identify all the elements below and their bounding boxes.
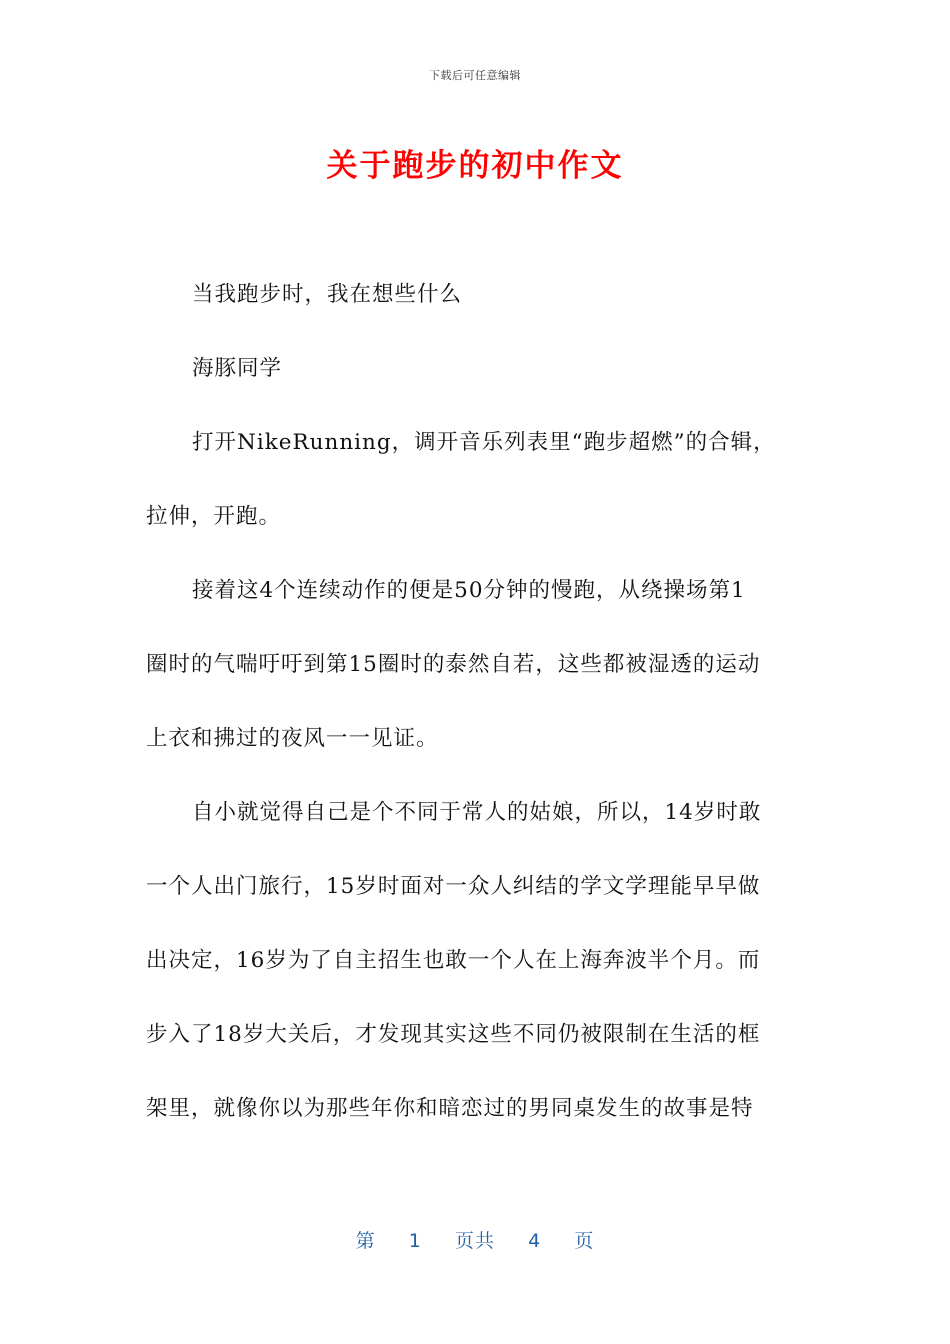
essay-heading-line: 当我跑步时，我在想些什么	[192, 282, 463, 307]
document-title: 关于跑步的初中作文	[326, 148, 624, 184]
paragraph-line: 拉伸，开跑。	[146, 504, 282, 529]
page-label-mid: 页共	[454, 1230, 495, 1252]
author-line: 海豚同学	[192, 356, 283, 381]
header-note: 下载后可任意编辑	[429, 69, 521, 82]
current-page-number: 1	[408, 1230, 422, 1252]
paragraph-line: 圈时的气喘吁吁到第15圈时的泰然自若，这些都被湿透的运动	[146, 652, 761, 677]
paragraph-line: 自小就觉得自己是个不同于常人的姑娘，所以，14岁时敢	[192, 800, 762, 825]
paragraph-line: 一个人出门旅行，15岁时面对一众人纠结的学文学理能早早做	[146, 874, 761, 899]
page-footer	[0, 1226, 950, 1253]
paragraph-line: 步入了18岁大关后，才发现其实这些不同仍被限制在生活的框	[146, 1022, 761, 1047]
total-pages-number: 4	[528, 1230, 542, 1252]
paragraph-line: 接着这4个连续动作的便是50分钟的慢跑，从绕操场第1	[192, 578, 746, 603]
paragraph-line: 出决定，16岁为了自主招生也敢一个人在上海奔波半个月。而	[146, 948, 761, 973]
paragraph-line: 打开NikeRunning，调开音乐列表里“跑步超燃”的合辑，	[192, 430, 776, 455]
paragraph-line: 架里，就像你以为那些年你和暗恋过的男同桌发生的故事是特	[146, 1096, 754, 1121]
page-label-prefix: 第	[355, 1230, 376, 1252]
page-label-suffix: 页	[574, 1230, 595, 1252]
document-body	[146, 258, 806, 1146]
paragraph-line: 上衣和拂过的夜风一一见证。	[146, 726, 439, 751]
